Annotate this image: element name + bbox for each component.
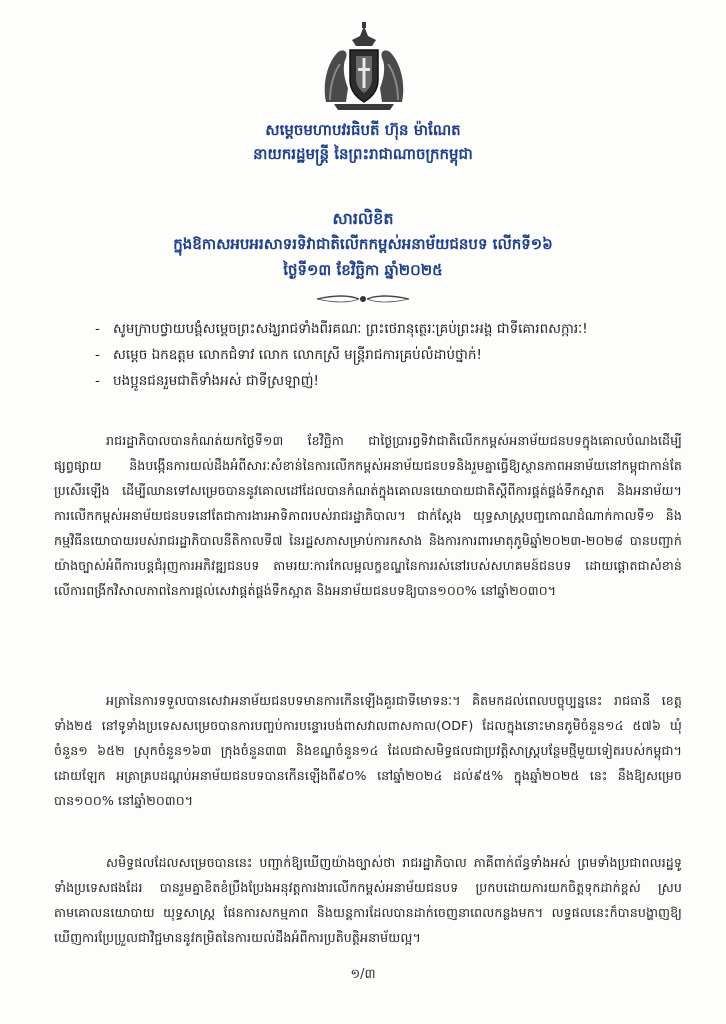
- sender-name: សម្ដេចមហាបវរធិបតី ហ៊ុន ម៉ាណែត: [265, 121, 461, 139]
- document-date: ថ្ងៃទី១៣ ខែវិច្ឆិកា ឆ្នាំ២០២៥: [283, 261, 443, 279]
- page-number: ១/៣: [350, 967, 376, 982]
- sender-title: នាយករដ្ឋមន្ត្រី នៃព្រះរាជាណាចក្រកម្ពុជា: [253, 145, 473, 163]
- salutation-text: បងប្អូនជនរួមជាតិទាំងអស់ ជាទីស្រឡាញ់!: [113, 373, 319, 389]
- ornamental-divider-icon: [315, 293, 411, 305]
- salutation-text: សូមក្រាបថ្វាយបង្គំសម្ដេចព្រះសង្ឃរាជទាំងពីរគណៈ ព្រះថេរានុត្ថេរៈគ្រប់ព្រះអង្គ ជាទីគោរពសក្ការៈ!: [113, 321, 588, 337]
- body-paragraph-2: អត្រានៃការទទួលបានសេវាអនាម័យជនបទមានការកើនឡើងគួរជាទីមោទនៈ។ គិតមកដល់ពេលបច្ចុប្បន្ននេះ រាជធានី ខេត្តទាំង២៥ នៅទូទាំងប្រទេសសម្រេចបានការបញ្ចប់ការបន្ទោរបង់ពាសវាលពាសកាល(ODF) ដែលក្នុងនោះមានភូមិចំនួន១៤ ៥៧៦ ឃុំចំនួន១ ៦៥២ ស្រុកចំនួន១៦៣ ក្រុងចំនួន៣៣ និងខណ្ឌចំនួន១៤ ដែលជាសមិទ្ធផលជាប្រវត្តិសាស្ត្របន្ថែមថ្មីមួយទៀតរបស់កម្ពុជា។ ដោយឡែក អត្រាគ្របដណ្ដប់អនាម័យជនបទបានកើនឡើងពី៩០% នៅឆ្នាំ២០២៤ ដល់៩៥% ក្នុងឆ្នាំ២០២៥ នេះ នឹងឱ្យសម្រេចបាន១០០% នៅឆ្នាំ២០៣០។: [54, 693, 682, 808]
- salutation-item: - បងប្អូនជនរួមជាតិទាំងអស់ ជាទីស្រឡាញ់!: [95, 373, 319, 389]
- salutation-item: - សម្ដេច ឯកឧត្តម លោកជំទាវ លោក លោកស្រី មន្ត្រីរាជការគ្រប់លំដាប់ថ្នាក់!: [95, 347, 482, 363]
- body-paragraph-1: រាជរដ្ឋាភិបាលបានកំណត់យកថ្ងៃទី១៣ ខែវិច្ឆិកា ជាថ្ងៃប្រារព្ធទិវាជាតិលើកកម្ពស់អនាម័យជនបទក្នុងគោលបំណងដើម្បីផ្សព្វផ្សាយ និងបង្កើនការយល់ដឹងអំពីសារៈសំខាន់នៃការលើកកម្ពស់អនាម័យជនបទនិងរួមគ្នាធ្វើឱ្យស្ថានភាពអនាម័យនៅកម្ពុជាកាន់តែប្រសើរឡើង ដើម្បីឈានទៅសម្រេចបាននូវគោលដៅដែលបានកំណត់ក្នុងគោលនយោបាយជាតិស្ដីពីការផ្គត់ផ្គង់ទឹកស្អាត និងអនាម័យ។ ការលើកកម្ពស់អនាម័យជនបទនៅតែជាការងារអាទិភាពរបស់រាជរដ្ឋាភិបាល។ ជាក់ស្ដែង យុទ្ធសាស្ត្របញ្ចកោណដំណាក់កាលទី១ និងកម្មវិធីនយោបាយរបស់រាជរដ្ឋាភិបាលនីតិកាលទី៧ នៃរដ្ឋសភាសម្រាប់ការកសាង និងការការពារមាតុភូមិឆ្នាំ២០២៣-២០២៨ បានបញ្ជាក់យ៉ាងច្បាស់អំពីការបន្តជំរុញការអភិវឌ្ឍជនបទ តាមរយៈការកែលម្អលក្ខខណ្ឌនៃការរស់នៅរបស់សហគមន៍ជនបទ ដោយផ្ដោតជាសំខាន់លើការពង្រីកវិសាលភាពនៃការផ្ដល់សេវាផ្គត់ផ្គង់ទឹកស្អាត និងអនាម័យជនបទឱ្យបាន១០០% នៅឆ្នាំ២០៣០។: [54, 433, 682, 598]
- body-paragraph-3: សមិទ្ធផលដែលសម្រេចបាននេះ បញ្ជាក់ឱ្យឃើញយ៉ាងច្បាស់ថា រាជរដ្ឋាភិបាល ភាគីពាក់ព័ន្ធទាំងអស់ ព្រមទាំងប្រជាពលរដ្ឋទូទាំងប្រទេសផងដែរ បានរួមគ្នាខិតខំប្រឹងប្រែងអនុវត្តការងារលើកកម្ពស់អនាម័យជនបទ ប្រកបដោយការយកចិត្តទុកដាក់ខ្ពស់ ស្របតាមគោលនយោបាយ យុទ្ធសាស្ត្រ ផែនការសកម្មភាព និងយន្តការដែលបានដាក់ចេញនាពេលកន្លងមក។ លទ្ធផលនេះក៏បានបង្ហាញឱ្យឃើញការប្រែប្រួលជាវិជ្ជមាននូវកម្រិតនៃការយល់ដឹងអំពីការប្រតិបត្តិអនាម័យល្អ។: [54, 855, 682, 945]
- royal-coat-of-arms-icon: [316, 22, 412, 112]
- salutation-item: - សូមក្រាបថ្វាយបង្គំសម្ដេចព្រះសង្ឃរាជទាំងពីរគណៈ ព្រះថេរានុត្ថេរៈគ្រប់ព្រះអង្គ ជាទីគោរពសក្ការៈ!: [95, 321, 588, 337]
- salutation-list: [95, 316, 695, 394]
- document-type: សារលិខិត: [332, 209, 394, 228]
- salutation-text: សម្ដេច ឯកឧត្តម លោកជំទាវ លោក លោកស្រី មន្ត្រីរាជការគ្រប់លំដាប់ថ្នាក់!: [113, 347, 482, 363]
- document-subject: ក្នុងឱកាសអបអរសាទរទិវាជាតិលើកកម្ពស់អនាម័យជនបទ លើកទី១៦: [173, 235, 553, 253]
